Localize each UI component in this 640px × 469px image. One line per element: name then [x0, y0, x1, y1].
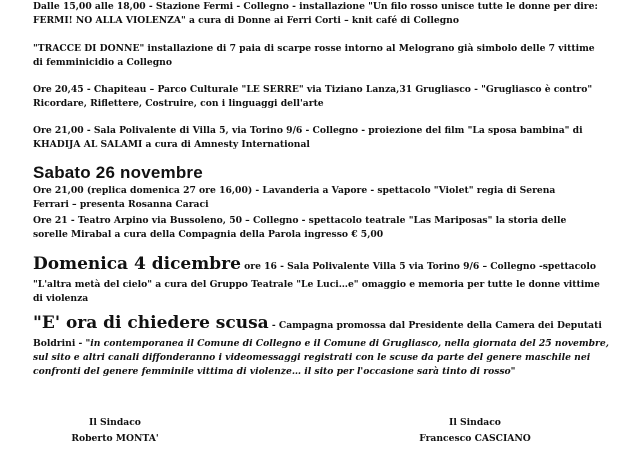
signature-name: Francesco CASCIANO: [419, 433, 531, 444]
text-line: KHADIJA AL SALAMI a cura di Amnesty International: [33, 139, 310, 150]
text-line: di femminicidio a Collegno: [33, 57, 172, 68]
text-line: Dalle 15,00 alle 18,00 - Stazione Fermi - Collegno - installazione "Un filo rosso unisce tutte le donne per dire:: [33, 1, 598, 12]
section-sunday: [33, 253, 603, 306]
section-saturday: [33, 162, 603, 242]
text-line: "L'altra metà del cielo" a cura del Gruppo Teatrale "Le Luci…e" omaggio e memoria per tutte le donne vittime: [33, 279, 600, 290]
text-line: FERMI! NO ALLA VIOLENZA" a cura di Donne ai Ferri Corti – knit café di Collegno: [33, 15, 459, 26]
sunday-inline-text: ore 16 - Sala Polivalente Villa 5 via Torino 9/6 – Collegno -spettacolo: [240, 261, 596, 272]
text-line: Ore 20,45 - Chapiteau – Parco Culturale "LE SERRE" via Tiziano Lanza,31 Grugliasco - "Grugliasco è contro": [33, 84, 593, 95]
text-line: Ore 21,00 - Sala Polivalente di Villa 5, via Torino 9/6 - Collegno - proiezione del film "La sposa bambina" di: [33, 125, 583, 136]
text-line: sul sito e altri canali diffonderanno i videomessaggi registrati con le scuse da parte del genere maschile nei: [33, 352, 591, 363]
section-campaign: [33, 312, 609, 379]
signature-left: [60, 415, 170, 447]
sunday-heading: Domenica 4 dicembre: [33, 254, 241, 274]
event-chapiteau: [33, 83, 603, 111]
text-line: "TRACCE DI DONNE" installazione di 7 paia di scarpe rosse intorno al Melograno già simbolo delle 7 vittime: [33, 43, 595, 54]
campaign-heading: "E' ora di chiedere scusa: [33, 313, 269, 333]
signature-name: Roberto MONTA': [71, 433, 159, 444]
campaign-lead: Boldrini: [33, 338, 76, 349]
event-tracce-di-donne: [33, 42, 603, 70]
event-stazione-fermi: [33, 0, 603, 28]
signature-title: Il Sindaco: [89, 417, 141, 428]
campaign-quote: - "in contemporanea il Comune di Collegno e il Comune di Grugliasco, nella giornata del 25 novembre,: [75, 338, 609, 349]
signature-right: [410, 415, 540, 447]
text-line: Ricordare, Riflettere, Costruire, con i linguaggi dell'arte: [33, 98, 324, 109]
text-line: di violenza: [33, 293, 89, 304]
signature-title: Il Sindaco: [449, 417, 501, 428]
saturday-heading: Sabato 26 novembre: [33, 163, 203, 182]
campaign-inline-text: - Campagna promossa dal Presidente della Camera dei Deputati: [268, 320, 602, 331]
text-line: confronti del genere femminile vittima di violenze… il sito per l'occasione sarà tinto di rosso": [33, 366, 516, 377]
text-line: Ore 21,00 (replica domenica 27 ore 16,00) - Lavanderia a Vapore - spettacolo "Violet" regia di Serena: [33, 185, 556, 196]
event-villa-5-film: [33, 124, 603, 152]
text-line: Ore 21 - Teatro Arpino via Bussoleno, 50 – Collegno - spettacolo teatrale "Las Mariposas" la storia delle: [33, 215, 567, 226]
text-line: sorelle Mirabal a cura della Compagnia della Parola ingresso € 5,00: [33, 229, 384, 240]
text-line: Ferrari – presenta Rosanna Caraci: [33, 199, 209, 210]
